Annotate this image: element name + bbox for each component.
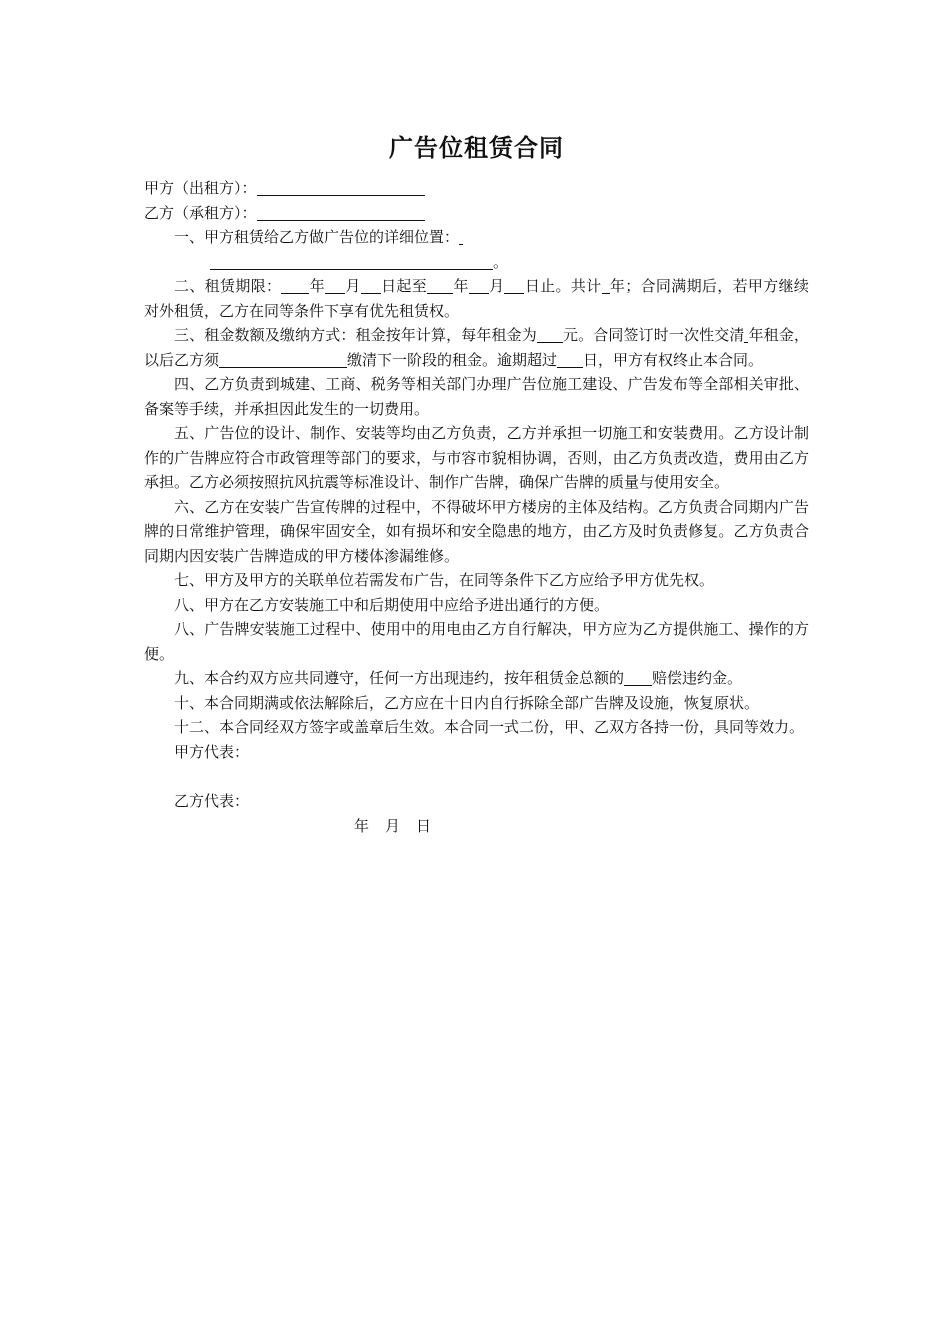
clause-2-prefix: 二、租赁期限： <box>174 277 282 295</box>
clause-2-month-1: 月 <box>345 277 361 295</box>
clause-9-part-a: 九、本合约双方应共同遵守，任何一方出现违约，按年租赁金总额的 <box>174 669 625 687</box>
party-a-line <box>144 176 809 201</box>
clause-10: 十、本合同期满或依法解除后，乙方应在十日内自行拆除全部广告牌及设施，恢复原状。 <box>174 693 760 712</box>
clause-5: 五、广告位的设计、制作、安装等均由乙方负责，乙方并承担一切施工和安装费用。乙方设计制作的广告牌应符合市政管理等部门的要求，与市容市貌相协调，否则，由乙方负责改造，费用由乙方承担。乙方必须按照抗风抗震等标准设计、制作广告牌，确保广告牌的质量与使用安全。 <box>144 424 809 491</box>
clause-1-continuation <box>210 250 809 275</box>
clause-7: 七、甲方及甲方的关联单位若需发布广告，在同等条件下乙方应给予甲方优先权。 <box>174 571 715 589</box>
clause-2-month-2: 月 <box>488 277 505 295</box>
clause-2-day-2: 日止。共计 <box>524 277 602 295</box>
payment-time-blank <box>219 350 347 368</box>
clause-12: 十二、本合同经双方签字或盖章后生效。本合同一式二份，甲、乙双方各持一份，具同等效力。 <box>174 718 805 736</box>
clause-9 <box>144 666 809 691</box>
clause-4: 四、乙方负责到城建、工商、税务等相关部门办理广告位施工建设、广告发布等全部相关审批、备案等手续，并承担因此发生的一切费用。 <box>144 375 809 418</box>
clause-3 <box>144 323 809 372</box>
clause-8a: 八、甲方在乙方安装施工中和后期使用中应给予进出通行的方便。 <box>174 595 610 614</box>
end-year-blank <box>427 276 453 294</box>
start-year-blank <box>281 276 309 294</box>
total-years-blank <box>602 276 610 294</box>
clause-1-location-blank <box>210 252 493 270</box>
overdue-days-blank <box>557 350 583 368</box>
clause-6: 六、乙方在安装广告宣传牌的过程中，不得破坏甲方楼房的主体及结构。乙方负责合同期内广告牌的日常维护管理，确保牢固安全，如有损坏和安全隐患的地方，由乙方及时负责修复。乙方负责合同期内因安装广告牌造成的甲方楼体渗漏维修。 <box>144 497 809 565</box>
start-month-blank <box>325 276 345 294</box>
clause-1-end: 。 <box>493 252 509 271</box>
document-title: 广告位租赁合同 <box>389 134 564 162</box>
clause-1 <box>144 225 809 250</box>
party-a-blank <box>257 178 425 196</box>
clause-1-blank-start <box>459 227 463 245</box>
signature-date <box>354 814 809 839</box>
signature-gap <box>144 764 809 789</box>
clause-3-part-d: 缴清下一阶段的租金。逾期超过 <box>347 350 558 369</box>
party-b-label: 乙方（承租方）： <box>144 203 257 222</box>
party-b-representative: 乙方代表： <box>174 792 250 810</box>
annual-rent-blank <box>537 325 563 343</box>
clause-2-day-1: 日起至 <box>380 277 428 295</box>
clause-2-year-2: 年 <box>453 277 469 295</box>
clause-3-part-e: 日，甲方有权终止本合同。 <box>583 350 764 369</box>
penalty-rate-blank <box>624 668 652 686</box>
clause-3-part-c: 年租金，以后乙方须 <box>144 326 809 369</box>
end-month-blank <box>469 276 489 294</box>
date-year: 年 <box>354 816 370 835</box>
party-a-label: 甲方（出租方）： <box>144 179 257 197</box>
party-a-representative: 甲方代表： <box>174 742 250 761</box>
contract-document <box>144 130 809 838</box>
party-b-blank <box>257 203 425 221</box>
date-month: 月 <box>385 816 401 835</box>
clause-2 <box>144 274 809 323</box>
date-day: 日 <box>416 816 432 835</box>
party-b-line <box>144 201 809 226</box>
clause-2-year-1: 年 <box>309 277 326 295</box>
clause-3-part-a: 三、租金数额及缴纳方式：租金按年计算，每年租金为 <box>174 326 537 344</box>
end-day-blank <box>504 276 524 294</box>
start-day-blank <box>361 276 381 294</box>
clause-8b: 八、广告牌安装施工过程中、使用中的用电由乙方自行解决，甲方应为乙方提供施工、操作的方便。 <box>144 620 809 663</box>
clause-1-text: 一、甲方租赁给乙方做广告位的详细位置： <box>174 228 460 246</box>
clause-3-part-b: 元。合同签订时一次性交清 <box>562 326 745 344</box>
clause-2-rest: 年；合同满期后，若甲方继续对外租赁，乙方在同等条件下享有优先租赁权。 <box>144 277 809 320</box>
clause-9-part-b: 赔偿违约金。 <box>652 669 743 687</box>
